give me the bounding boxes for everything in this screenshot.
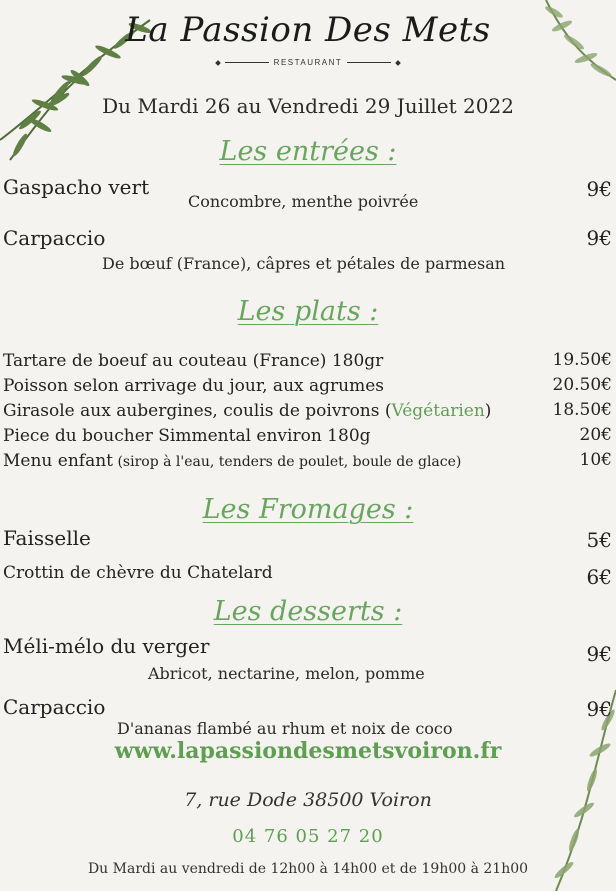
subtitle-text: RESTAURANT <box>273 58 343 67</box>
section-title-fromages: Les Fromages : <box>202 494 414 525</box>
item-name: Poisson selon arrivage du jour, aux agrumes <box>3 376 385 396</box>
vegetarian-tag: Végétarien <box>391 401 485 421</box>
item-price: 20.50€ <box>552 375 612 395</box>
item-name-tail: ) <box>484 401 492 421</box>
item-price: 6€ <box>586 565 612 589</box>
divider <box>347 62 391 63</box>
item-name: Gaspacho vert <box>3 175 150 199</box>
section-title-desserts: Les desserts : <box>213 596 403 627</box>
item-note: (sirop à l'eau, tenders de poulet, boule de glace) <box>113 454 462 470</box>
item-name: Girasole aux aubergines, coulis de poivrons ( <box>3 401 392 421</box>
item-price: 9€ <box>586 697 612 721</box>
item-price: 20€ <box>579 425 612 445</box>
item-price: 5€ <box>586 528 612 552</box>
item-name: Menu enfant <box>3 451 113 471</box>
item-name: Carpaccio <box>3 226 106 250</box>
item-name: Tartare de boeuf au couteau (France) 180gr <box>3 351 384 371</box>
item-name: Piece du boucher Simmental environ 180g <box>3 426 371 446</box>
diamond-icon <box>395 60 401 66</box>
opening-hours: Du Mardi au vendredi de 12h00 à 14h00 et de 19h00 à 21h00 <box>87 861 529 877</box>
section-title-plats: Les plats : <box>237 296 379 327</box>
diamond-icon <box>215 60 221 66</box>
menu-dates: Du Mardi 26 au Vendredi 29 Juillet 2022 <box>102 94 514 118</box>
item-name-kids-menu <box>3 451 461 471</box>
phone-number[interactable]: 04 76 05 27 20 <box>232 826 384 847</box>
item-price: 9€ <box>586 177 612 201</box>
item-price: 18.50€ <box>552 400 612 420</box>
item-price: 19.50€ <box>552 350 612 370</box>
divider <box>225 62 269 63</box>
item-name-vegetarian <box>3 401 491 421</box>
address: 7, rue Dode 38500 Voiron <box>184 789 432 811</box>
item-desc: D'ananas flambé au rhum et noix de coco <box>117 719 453 738</box>
item-name: Carpaccio <box>3 695 106 719</box>
item-name: Faisselle <box>3 526 91 550</box>
restaurant-subtitle <box>0 58 616 67</box>
item-desc: Abricot, nectarine, melon, pomme <box>148 664 425 683</box>
item-price: 10€ <box>579 450 612 470</box>
item-name: Méli-mélo du verger <box>3 634 210 658</box>
item-price: 9€ <box>586 642 612 666</box>
website-link[interactable]: www.lapassiondesmetsvoiron.fr <box>114 738 502 764</box>
item-name: Crottin de chèvre du Chatelard <box>3 563 273 583</box>
item-desc: De bœuf (France), câpres et pétales de parmesan <box>102 254 506 273</box>
section-title-entrees: Les entrées : <box>219 136 397 167</box>
restaurant-name: La Passion Des Mets <box>125 10 491 50</box>
item-desc: Concombre, menthe poivrée <box>188 192 419 211</box>
item-price: 9€ <box>586 226 612 250</box>
